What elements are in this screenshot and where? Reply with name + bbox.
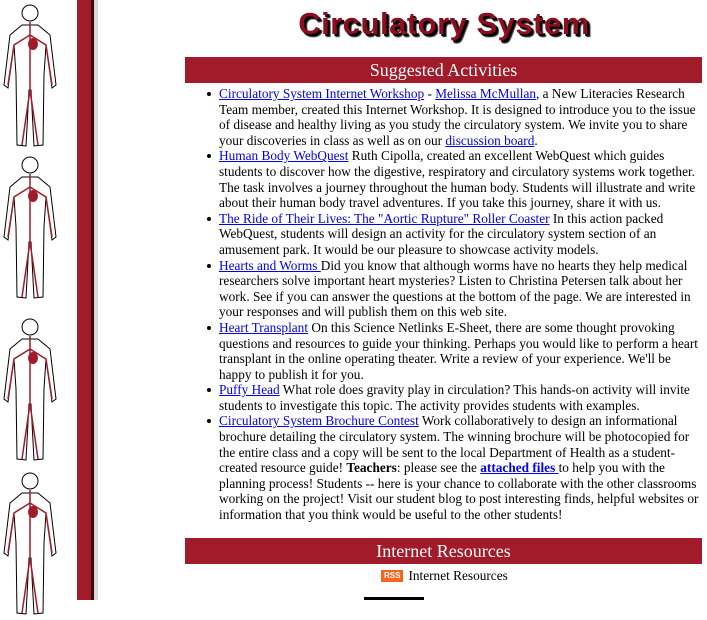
sidebar-stripe [70,0,77,600]
item-description: Ruth Cipolla, created an excellent WebQuest which guides students to discover how the digestive, respiratory and circulatory systems work together. The task involves a journey throughout the human body. Students will illustrate and write about their human body travel adventures. If you take this journey, share it with us. [219,148,696,211]
sidebar-gray-bar [94,0,98,600]
internet-resources-label[interactable]: Internet Resources [408,568,508,583]
page-title: Circulatory System [298,6,590,41]
list-item [219,382,701,413]
human-figure-icon [0,468,60,620]
human-figure-icon [0,0,60,152]
activities-list [219,86,701,523]
item-description: , a New Literacies Research Team member, created this Internet Workshop. It is designed to introduce you to the issue of disease and healthy living as you study the circulatory system. We invite you to share your discoveries in class as well as on our [219,86,696,148]
human-body-webquest-link[interactable]: Human Body WebQuest [219,148,349,164]
heart-transplant-link[interactable]: Heart Transplant [219,319,309,335]
item-tail: to help you with the planning process! Students -- here is your chance to collaborate with the other classrooms working on the project! Visit our student blog to post interesting finds, helpful websites or information that you think would be useful to the other students! [219,460,699,523]
roller-coaster-link[interactable]: The Ride of Their Lives: The "Aortic Rupture" Roller Coaster [219,210,550,226]
item-description: Work collaboratively to design an informational brochure detailing the circulatory system. The winning brochure will be photocopied for the entire class and a copy will be sent to the local Department of Health as a student-created resource guide! [219,413,690,476]
item-description: : please see the [396,460,481,476]
rss-icon[interactable]: RSS [381,570,403,582]
internet-resources-header: Internet Resources [185,538,702,564]
list-item [219,258,701,320]
sidebar-red-bar [77,0,91,600]
item-description: On this Science Netlinks E-Sheet, there are some thought provoking questions and resources to guide your thinking. Perhaps you would like to perform a heart transplant in the online operating theater. Write a review of your experience. We'll be happy to publish it for you. [219,319,698,382]
internet-resources-row [381,568,508,584]
page-title-container [186,6,702,42]
human-figure-icon [0,314,60,466]
list-item [219,86,701,148]
list-item [219,320,701,382]
discussion-board-link[interactable]: discussion board [445,132,535,148]
teachers-label: Teachers [346,460,397,476]
list-item [219,211,701,258]
attached-files-link[interactable]: attached files [480,460,559,476]
item-description: In this action packed WebQuest, students will design an activity for the circulatory system section of an amusement park. It would be our pleasure to showcase activity models. [219,210,664,257]
internet-workshop-link[interactable]: Circulatory System Internet Workshop [219,86,425,101]
author-link[interactable]: Melissa McMullan [435,86,537,101]
item-description: Did you know that although worms have no hearts they help medical researchers solve important heart mysteries? Listen to Christina Petersen talk about her work. See if you can answer the questions at the bottom of the page. We are interested in your responses and will publish them on this web site. [219,257,691,320]
separator-text: - [424,86,436,101]
item-description: What role does gravity play in circulation? This hands-on activity will invite students to investigate this topic. The activity provides students with examples. [219,382,690,413]
list-item [219,148,701,210]
suggested-activities-header: Suggested Activities [185,57,702,83]
puffy-head-link[interactable]: Puffy Head [219,382,280,398]
item-tail: . [534,132,538,148]
human-figure-icon [0,152,60,304]
brochure-contest-link[interactable]: Circulatory System Brochure Contest [219,413,419,429]
left-sidebar [0,0,98,600]
list-item [219,413,701,522]
hearts-and-worms-link[interactable]: Hearts and Worms [219,257,321,273]
